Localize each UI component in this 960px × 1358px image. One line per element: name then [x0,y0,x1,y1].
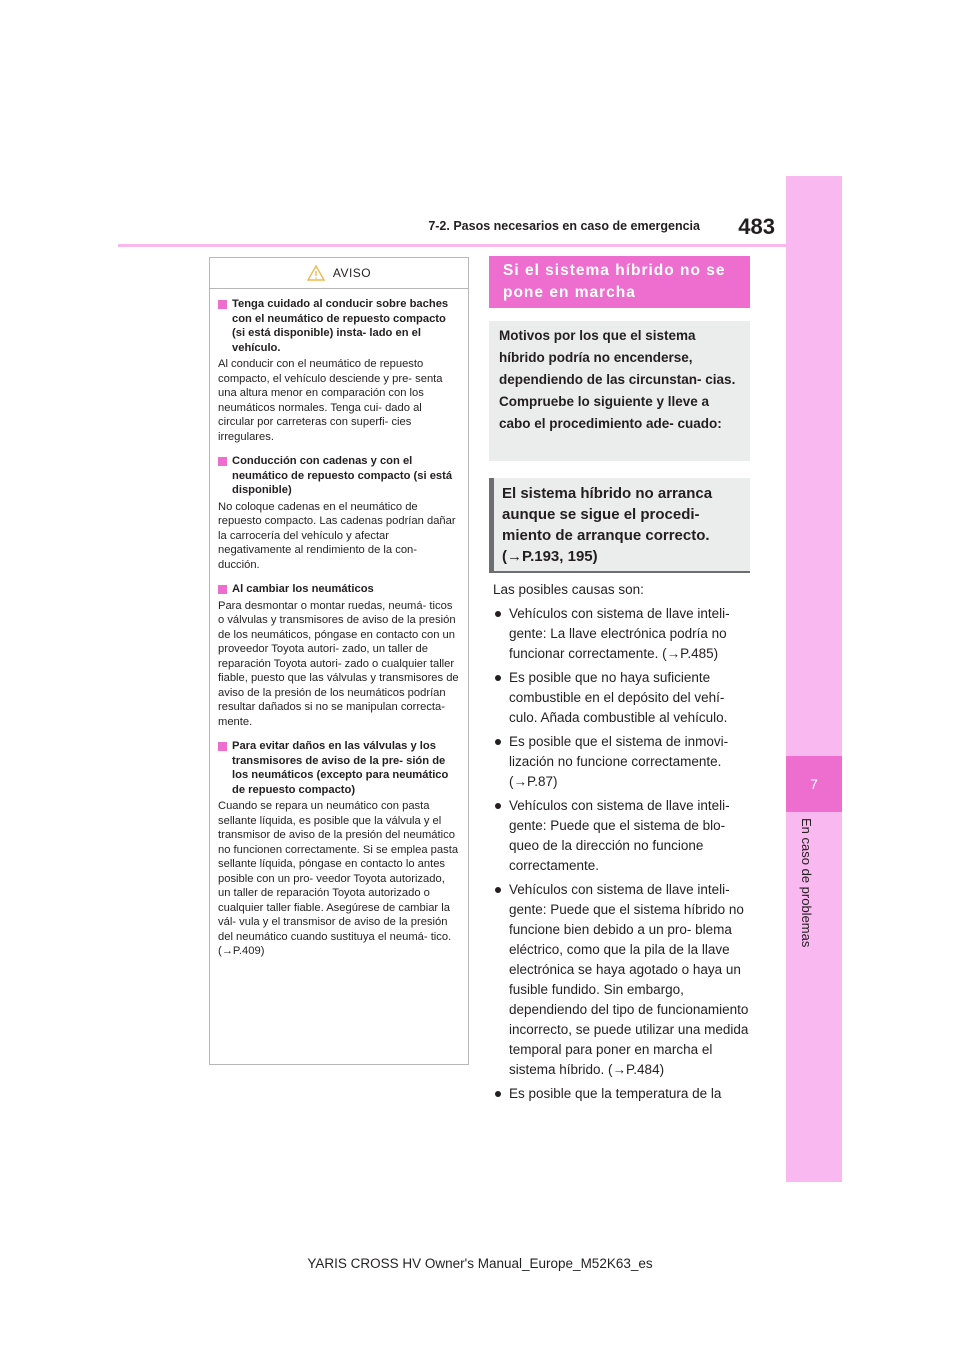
warning-text: No coloque cadenas en el neumático de repuesto compacto. Las cadenas podrían dañar la carrocería del vehículo y afectar negativamente al rendimiento de la con- ducción. [218,500,456,571]
causes-list [493,580,755,1104]
square-bullet-icon [218,742,227,751]
section-title: 7-2. Pasos necesarios en caso de emergencia [428,219,700,233]
header-rule [118,244,786,247]
warning-heading: Tenga cuidado al conducir sobre baches con el neumático de repuesto compacto (si está disponible) insta- lado en el vehículo. [218,297,460,355]
list-item: Vehículos con sistema de llave inteli- gente: Puede que el sistema de blo- queo de la dirección no funcione correctamente. [493,796,755,876]
list-item: Es posible que no haya suficiente combustible en el depósito del vehí- culo. Añada combustible al vehículo. [493,668,755,728]
bullet-icon [495,739,501,745]
warning-triangle-icon [307,265,325,281]
bullet-icon [495,611,501,617]
warning-box [209,257,469,1065]
causes-intro: Las posibles causas son: [493,582,644,597]
warning-heading: Al cambiar los neumáticos [218,582,460,597]
section-heading: Si el sistema híbrido no se pone en marcha [489,256,750,308]
warning-header [210,258,468,289]
bullet-icon [495,1091,501,1097]
intro-box: Motivos por los que el sistema híbrido podría no encenderse, dependiendo de las circunstan- cias. Compruebe lo siguiente y lleve a cabo el procedimiento ade- cuado: [489,321,750,461]
warning-text: Cuando se repara un neumático con pasta sellante líquida, es posible que la válvula y el transmisor de aviso de la presión del neumático no funcionen correctamente. Si se emplea pasta sellante líquida, póngase en contacto lo antes posible con un pro- veedor Toyota autorizado, un taller de reparación Toyota autorizado o cualquier taller fiable. Asegúrese de cambiar la vál- vula y el transmisor de aviso de la presión del neumático cuando sustituya el neumá- tico. (→P.409) [218,800,459,957]
square-bullet-icon [218,300,227,309]
subsection-heading: El sistema híbrido no arranca aunque se sigue el procedi- miento de arranque correcto. (→P.193, 195) [489,478,750,573]
bullet-icon [495,675,501,681]
chapter-number: 7 [786,756,842,812]
list-item: Es posible que la temperatura de la [493,1084,755,1104]
bullet-icon [495,803,501,809]
chapter-label: En caso de problemas [799,818,814,948]
square-bullet-icon [218,585,227,594]
warning-heading: Para evitar daños en las válvulas y los transmisores de aviso de la pre- sión de los neumáticos (excepto para neumático de repuesto compacto) [218,739,460,797]
warning-text: Para desmontar o montar ruedas, neumá- ticos o válvulas y transmisores de aviso de la presión de los neumáticos, póngase en contacto con un proveedor Toyota autori- zado, un taller de reparación Toyota autori- zado o cualquier taller fiable, puesto que las válvulas y transmisores de aviso de la presión de los neumáticos podrían resultar dañados si no se manipulan correcta- mente. [218,599,459,728]
warning-title: AVISO [332,266,372,280]
list-item: Vehículos con sistema de llave inteli- gente: La llave electrónica podría no funcionar correctamente. (→P.485) [493,604,755,664]
bullet-icon [495,887,501,893]
square-bullet-icon [218,457,227,466]
chapter-side-tab [786,176,842,1182]
footer-text: YARIS CROSS HV Owner's Manual_Europe_M52K63_es [307,1256,653,1271]
page-number: 483 [738,214,775,239]
list-item: Es posible que el sistema de inmovi- lización no funcione correctamente. (→P.87) [493,732,755,792]
list-item: Vehículos con sistema de llave inteli- gente: Puede que el sistema híbrido no funcione bien debido a un pro- blema eléctrico, como que la pila de la llave electrónica se haya agotado o haya un fusible fundido. Sin embargo, dependiendo del tipo de funcionamiento incorrecto, se puede utilizar una medida temporal para poner en marcha el sistema híbrido. (→P.484) [493,880,755,1080]
warning-text: Al conducir con el neumático de repuesto compacto, el vehículo desciende y pre- senta una altura menor en comparación con los neumáticos normales. Tenga cui- dado al circular por carreteras con superfi- cies irregulares. [218,358,443,443]
warning-heading: Conducción con cadenas y con el neumático de repuesto compacto (si está disponible) [218,454,460,498]
